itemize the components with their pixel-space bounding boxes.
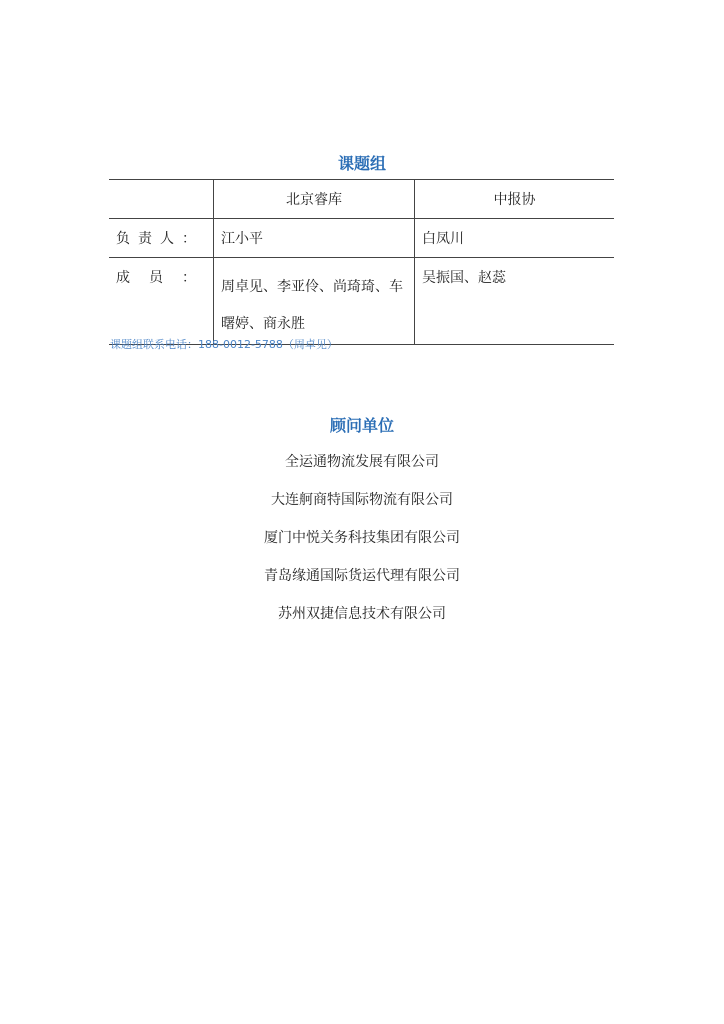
members-label-char: ：: [182, 270, 196, 286]
leader-label-char: ：: [182, 231, 196, 247]
header-zhongbaoxie: 中报协: [415, 180, 615, 219]
leader-label-char: 责: [138, 231, 152, 247]
advisors-title: 顾问单位: [329, 416, 394, 435]
header-beijing-ruiku: 北京睿库: [214, 180, 415, 219]
leader-zhongbaoxie: 白凤川: [415, 219, 615, 258]
header-corner-cell: [109, 180, 214, 219]
advisor-item: 青岛缘通国际货运代理有限公司: [264, 568, 460, 584]
leader-label-cell: [109, 219, 214, 258]
members-label-char: 员: [149, 270, 163, 286]
members-row: [109, 258, 614, 345]
team-table-header-row: [109, 180, 614, 219]
advisor-item: 全运通物流发展有限公司: [285, 454, 439, 470]
advisor-item: 大连舸商特国际物流有限公司: [271, 492, 453, 508]
team-title: 课题组: [337, 154, 386, 173]
members-beijing-ruiku: 周卓见、李亚伶、尚琦琦、车曙婷、商永胜: [214, 258, 415, 345]
team-table: [109, 179, 614, 345]
members-label-cell: [109, 258, 214, 345]
members-zhongbaoxie: 吴振国、赵蕊: [415, 258, 615, 345]
leader-row: [109, 219, 614, 258]
leader-label: [116, 228, 196, 248]
advisor-item: 厦门中悦关务科技集团有限公司: [264, 530, 460, 546]
advisors-list: [0, 450, 724, 640]
advisor-item: 苏州双捷信息技术有限公司: [278, 606, 446, 622]
leader-beijing-ruiku: 江小平: [214, 219, 415, 258]
members-label: [116, 269, 196, 287]
team-contact-phone: 课题组联系电话：188-0012-5788（周卓见）: [110, 338, 338, 351]
leader-label-char: 人: [160, 231, 174, 247]
members-label-char: 成: [116, 270, 130, 286]
leader-label-char: 负: [116, 231, 130, 247]
